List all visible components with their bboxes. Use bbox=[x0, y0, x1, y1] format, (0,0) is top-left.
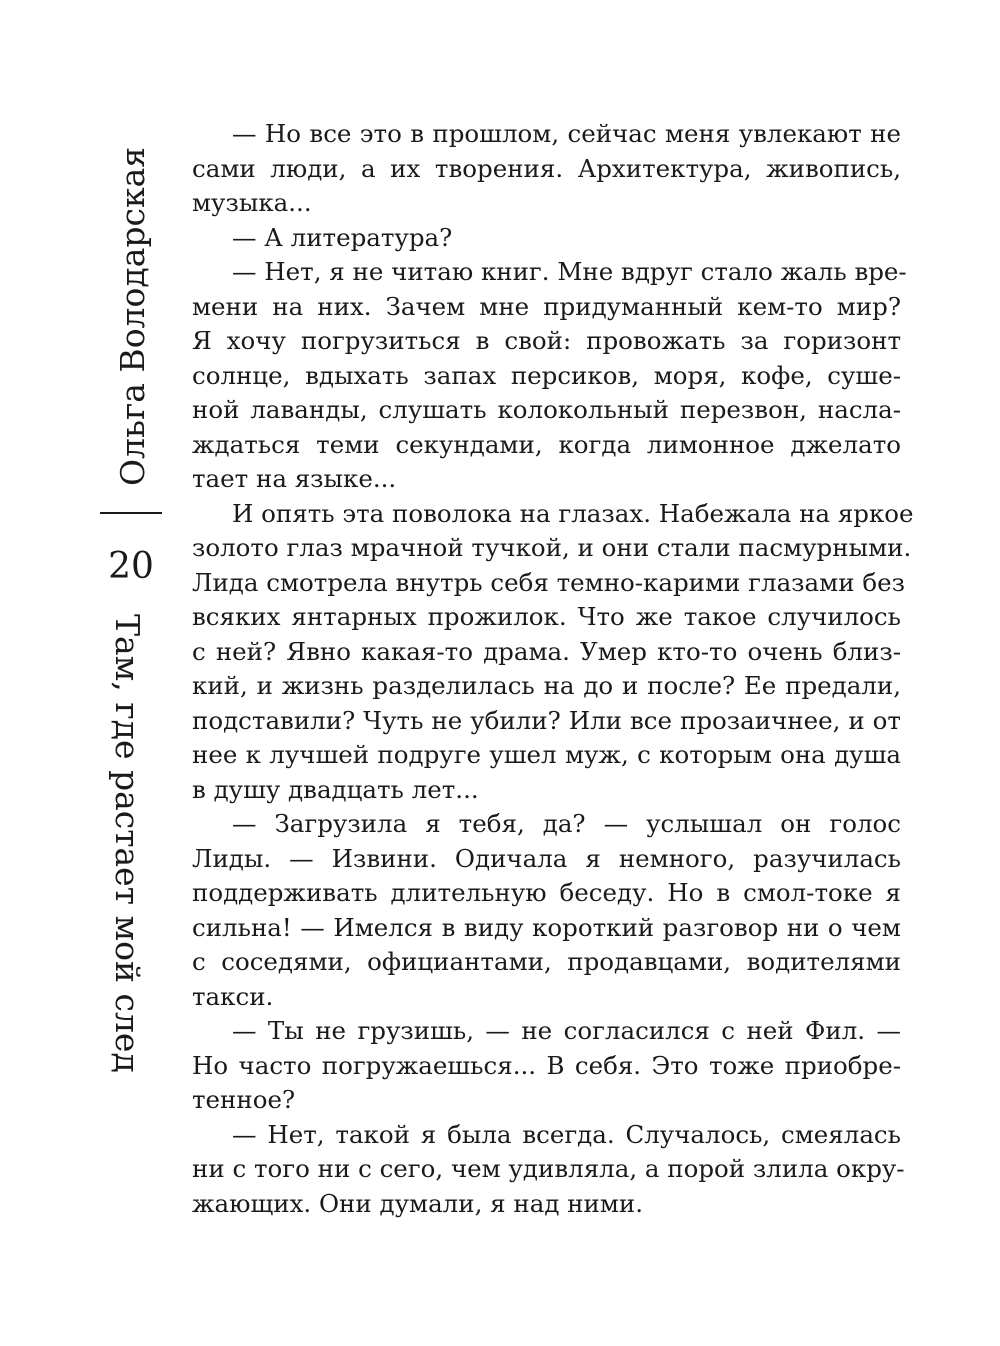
text-line: музыка... bbox=[192, 188, 312, 217]
running-head-divider bbox=[100, 512, 162, 514]
text-line: — А литература? bbox=[232, 222, 453, 252]
text-line: ной лаванды, слушать колокольный перезвон, насла- bbox=[192, 395, 901, 424]
text-line: тает на языке... bbox=[192, 464, 397, 493]
page-number: 20 bbox=[108, 546, 154, 587]
text-line: кий, и жизнь разделилась на до и после? Ее предали, bbox=[192, 671, 901, 700]
text-line: такси. bbox=[192, 981, 274, 1011]
text-line: ни с того ни с сего, чем удивляла, а порой злила окру- bbox=[192, 1154, 905, 1183]
paragraph bbox=[192, 1118, 905, 1222]
text-line: поддерживать длительную беседу. Но в смол-токе я bbox=[192, 878, 901, 907]
text-line: с соседями, официантами, продавцами, водителями bbox=[192, 947, 901, 976]
text-line: сильна! — Имелся в виду короткий разговор ни о чем bbox=[192, 912, 901, 942]
text-line: Я хочу погрузиться в свой: провожать за горизонт bbox=[192, 326, 901, 355]
paragraph bbox=[192, 117, 901, 221]
text-line: солнце, вдыхать запах персиков, моря, кофе, суше- bbox=[192, 360, 901, 390]
text-line: ждаться теми секундами, когда лимонное джелато bbox=[192, 429, 901, 459]
text-line: с ней? Явно какая-то драма. Умер кто-то очень близ- bbox=[192, 636, 901, 666]
text-line: сами люди, а их творения. Архитектура, живопись, bbox=[192, 153, 901, 183]
text-line: золото глаз мрачной тучкой, и они стали пасмурными. bbox=[192, 533, 912, 562]
text-line: — Загрузила я тебя, да? — услышал он голос bbox=[232, 809, 901, 838]
text-line: И опять эта поволока на глазах. Набежала на яркое bbox=[232, 498, 914, 528]
text-line: подставили? Чуть не убили? Или все прозаичнее, и от bbox=[192, 705, 901, 735]
text-line: тенное? bbox=[192, 1085, 296, 1114]
paragraph bbox=[192, 807, 901, 1014]
text-line: — Нет, такой я была всегда. Случалось, смеялась bbox=[232, 1119, 901, 1149]
text-line: всяких янтарных прожилок. Что же такое случилось bbox=[192, 602, 901, 631]
paragraph bbox=[192, 255, 907, 497]
text-line: жающих. Они думали, я над ними. bbox=[192, 1188, 644, 1218]
text-line: — Но все это в прошлом, сейчас меня увлекают не bbox=[232, 119, 901, 148]
text-line: Лида смотрела внутрь себя темно-карими глазами без bbox=[192, 567, 905, 597]
paragraph bbox=[192, 221, 901, 256]
text-line: — Нет, я не читаю книг. Мне вдруг стало жаль вре- bbox=[232, 257, 907, 286]
paragraph bbox=[192, 497, 914, 808]
text-line: — Ты не грузишь, — не согласился с ней Фил. — bbox=[232, 1016, 901, 1045]
body-text bbox=[192, 117, 914, 1221]
text-line: мени на них. Зачем мне придуманный кем-то мир? bbox=[192, 291, 901, 321]
text-line: Но часто погружаешься... В себя. Это тоже приобре- bbox=[192, 1050, 901, 1080]
running-head-author: Ольга Володарская bbox=[113, 146, 152, 486]
paragraph bbox=[192, 1014, 901, 1118]
text-line: нее к лучшей подруге ушел муж, с которым она душа bbox=[192, 740, 901, 769]
text-line: Лиды. — Извини. Одичала я немного, разучилась bbox=[192, 843, 901, 873]
running-head-book-title: Там, где растает мой след bbox=[108, 614, 147, 1073]
text-line: в душу двадцать лет... bbox=[192, 774, 479, 804]
